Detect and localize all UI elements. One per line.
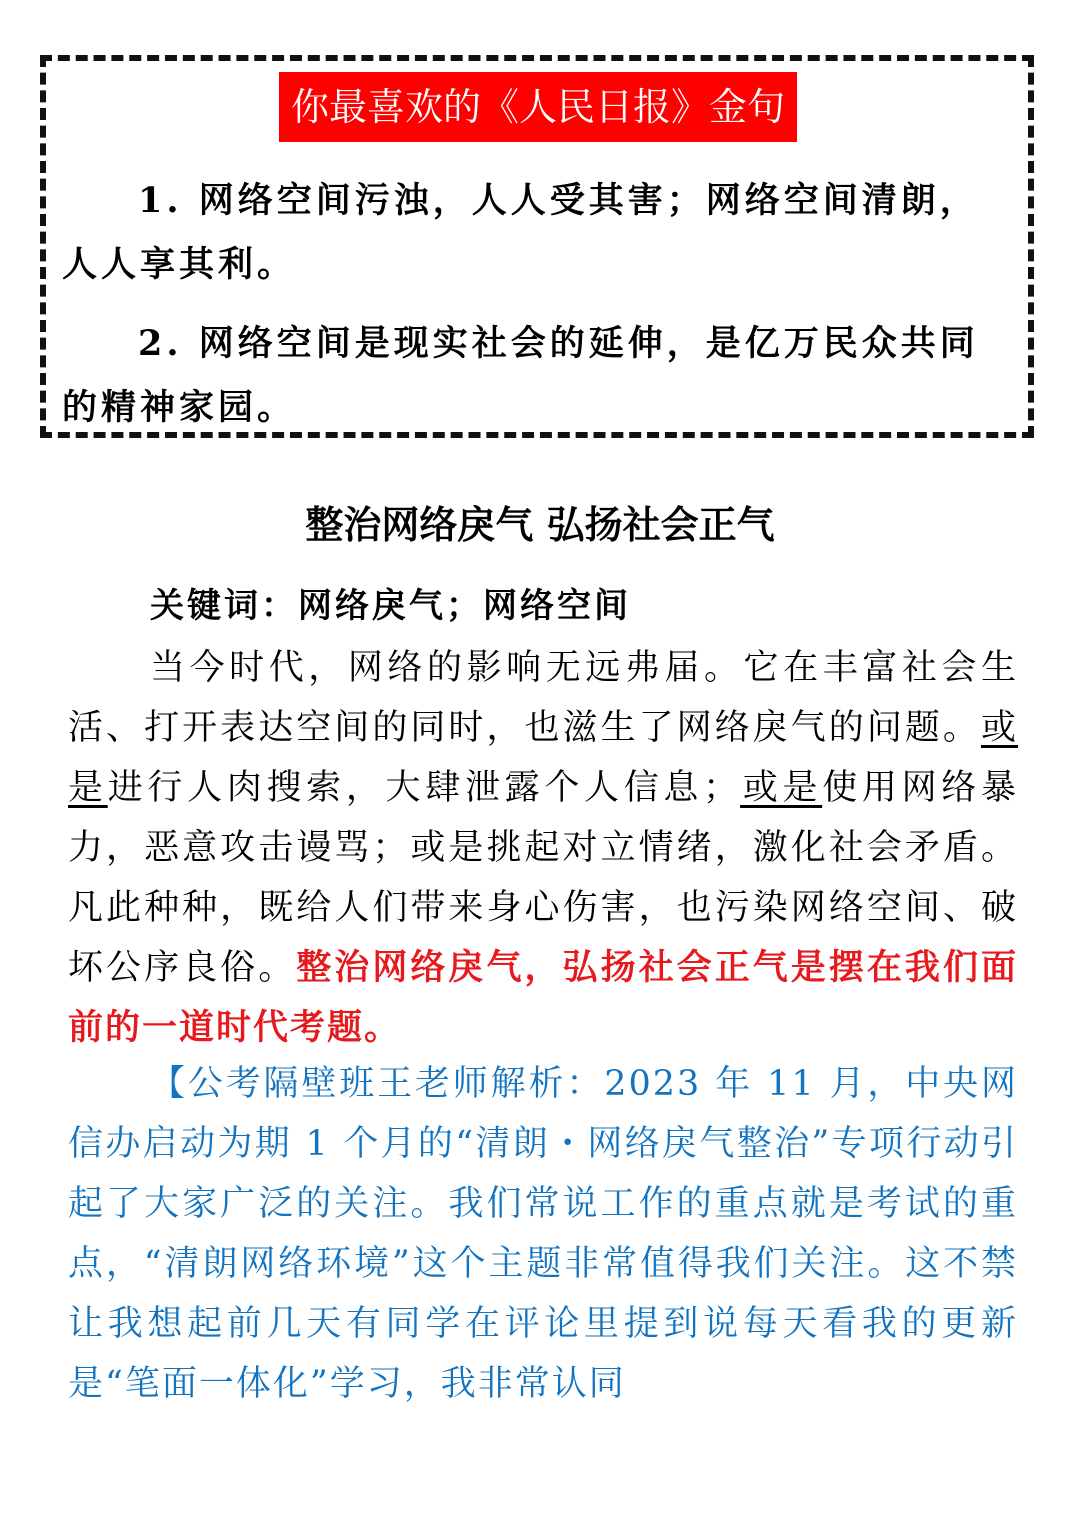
body-text-3: 使用网络暴力，恶意攻击谩骂；或是挑起对立情绪，激化社会矛盾。凡此种种，既给人们带来身心伤害，也污染网络空间、破坏公序良俗。	[68, 768, 1018, 988]
highlight-sentence: 整治网络戾气，弘扬社会正气是摆在我们面前的一道时代考题。	[68, 947, 1018, 1048]
analysis-paragraph: 【公考隔壁班王老师解析：2023 年 11 月，中央网信办启动为期 1 个月的“清朗・网络戾气整治”专项行动引起了大家广泛的关注。我们常说工作的重点就是考试的重点，“清朗网络环境”这个主题非常值得我们关注。这不禁让我想起前几天有同学在评论里提到说每天看我的更新是“笔面一体化”学习，我非常认同	[68, 1064, 1018, 1404]
quote-box-title: 你最喜欢的《人民日报》金句	[279, 72, 797, 142]
quote-1: 1. 网络空间污浊，人人受其害；网络空间清朗，人人享其利。	[62, 180, 979, 285]
body-text-1: 当今时代，网络的影响无远弗届。它在丰富社会生活、打开表达空间的同时，也滋生了网络戾气的问题。	[68, 648, 1018, 748]
underlined-phrase-1: 或是	[68, 708, 1018, 808]
body-text-2: 进行人肉搜索，大肆泄露个人信息；	[107, 768, 741, 808]
keywords: 关键词：网络戾气；网络空间	[150, 586, 631, 626]
quote-2: 2. 网络空间是现实社会的延伸，是亿万民众共同的精神家园。	[62, 323, 979, 428]
article-title: 整治网络戾气 弘扬社会正气	[305, 502, 775, 547]
body-paragraph	[68, 638, 1018, 1058]
underlined-phrase-2: 或是	[740, 768, 823, 808]
